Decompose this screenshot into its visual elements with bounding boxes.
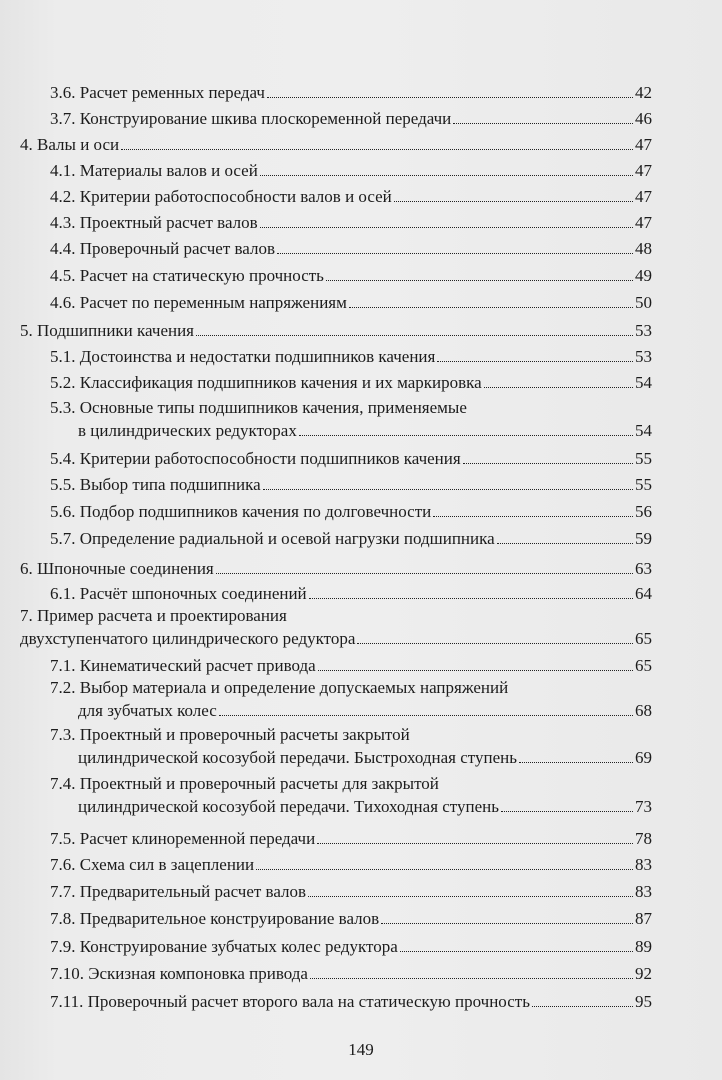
toc-entry-title: 7.9. Конструирование зубчатых колес редуктора xyxy=(50,937,398,956)
dot-leader xyxy=(357,643,633,644)
toc-entry[interactable] xyxy=(78,420,652,441)
toc-entry-title: 5.7. Определение радиальной и осевой нагрузки подшипника xyxy=(50,529,495,548)
toc-entry-page: 59 xyxy=(635,529,652,548)
dot-leader xyxy=(501,811,633,812)
toc-entry-title: 7.10. Эскизная компоновка привода xyxy=(50,964,308,983)
toc-entry-page: 83 xyxy=(635,855,652,874)
dot-leader xyxy=(349,307,633,308)
toc-entry-title: 7.6. Схема сил в зацеплении xyxy=(50,855,255,874)
toc-entry-title: 4.1. Материалы валов и осей xyxy=(50,161,258,180)
toc-entry-title: 3.7. Конструирование шкива плоскоременной передачи xyxy=(50,109,452,128)
toc-entry-title: 7.8. Предварительное конструирование валов xyxy=(50,909,380,928)
toc-entry-title: для зубчатых колес xyxy=(78,701,217,720)
toc-entry-title: цилиндрической косозубой передачи. Быстроходная ступень xyxy=(78,748,517,767)
toc-entry[interactable] xyxy=(20,558,652,579)
toc-entry-page: 47 xyxy=(635,135,652,154)
dot-leader xyxy=(260,175,633,176)
toc-entry[interactable] xyxy=(50,186,652,207)
dot-leader xyxy=(519,762,633,763)
toc-entry-title: 5. Подшипники качения xyxy=(20,321,195,340)
toc-entry[interactable] xyxy=(50,346,652,367)
toc-entry-page: 73 xyxy=(635,797,652,816)
toc-entry[interactable] xyxy=(78,796,652,817)
toc-entry-title: 4.4. Проверочный расчет валов xyxy=(50,239,276,258)
toc-entry-page: 54 xyxy=(635,421,652,440)
toc-entry-page: 48 xyxy=(635,239,652,258)
toc-entry[interactable] xyxy=(78,700,652,721)
toc-entry[interactable] xyxy=(20,320,652,341)
toc-entry-page: 56 xyxy=(635,502,652,521)
toc-entry-page: 65 xyxy=(635,656,652,675)
toc-entry[interactable] xyxy=(50,936,652,957)
toc-entry-title: в цилиндрических редукторах xyxy=(78,421,297,440)
toc-entry-page: 95 xyxy=(635,992,652,1011)
toc-entry[interactable] xyxy=(50,292,652,313)
toc-entry-title: 4.3. Проектный расчет валов xyxy=(50,213,258,232)
toc-entry-page: 46 xyxy=(635,109,652,128)
toc-entry[interactable] xyxy=(50,908,652,929)
dot-leader xyxy=(309,598,633,599)
toc-entry[interactable] xyxy=(50,501,652,522)
toc-entry[interactable] xyxy=(78,747,652,768)
toc-entry-line: 7. Пример расчета и проектирования xyxy=(20,606,287,625)
dot-leader xyxy=(394,201,633,202)
toc-entry-title: 7.11. Проверочный расчет второго вала на статическую прочность xyxy=(50,992,530,1011)
dot-leader xyxy=(326,280,633,281)
dot-leader xyxy=(263,489,633,490)
toc-entry-title: 6. Шпоночные соединения xyxy=(20,559,214,578)
toc-entry-page: 83 xyxy=(635,882,652,901)
toc-entry-page: 78 xyxy=(635,829,652,848)
toc-entry[interactable] xyxy=(50,160,652,181)
dot-leader xyxy=(196,335,633,336)
toc-entry-page: 65 xyxy=(635,629,652,648)
toc-entry-page: 87 xyxy=(635,909,652,928)
dot-leader xyxy=(267,97,633,98)
dot-leader xyxy=(400,951,633,952)
toc-entry-title: 3.6. Расчет ременных передач xyxy=(50,83,265,102)
toc-entry-page: 54 xyxy=(635,373,652,392)
toc-entry[interactable] xyxy=(50,108,652,129)
dot-leader xyxy=(497,543,633,544)
toc-entry[interactable] xyxy=(50,265,652,286)
toc-entry-page: 53 xyxy=(635,321,652,340)
toc-entry-page: 92 xyxy=(635,964,652,983)
toc-entry-page: 49 xyxy=(635,266,652,285)
toc-entry-page: 89 xyxy=(635,937,652,956)
toc-entry-page: 55 xyxy=(635,475,652,494)
toc-entry-title: 4. Валы и оси xyxy=(20,135,120,154)
toc-entry-title: 4.5. Расчет на статическую прочность xyxy=(50,266,324,285)
toc-entry[interactable] xyxy=(50,82,652,103)
dot-leader xyxy=(484,387,633,388)
toc-entry-page: 69 xyxy=(635,748,652,767)
toc-entry-title: 5.6. Подбор подшипников качения по долговечности xyxy=(50,502,432,521)
dot-leader xyxy=(310,978,633,979)
dot-leader xyxy=(216,573,633,574)
toc-entry-page: 68 xyxy=(635,701,652,720)
toc-entry-page: 53 xyxy=(635,347,652,366)
toc-entry-line: 7.2. Выбор материала и определение допускаемых напряжений xyxy=(50,678,509,697)
toc-entry-title: 5.5. Выбор типа подшипника xyxy=(50,475,261,494)
toc-entry[interactable] xyxy=(50,881,652,902)
toc-entry-page: 50 xyxy=(635,293,652,312)
toc-entry[interactable] xyxy=(20,628,652,649)
toc-entry-line: 7.4. Проектный и проверочный расчеты для закрытой xyxy=(50,774,439,793)
dot-leader xyxy=(453,123,633,124)
toc-entry-page: 47 xyxy=(635,161,652,180)
toc-entry-line: 7.3. Проектный и проверочный расчеты закрытой xyxy=(50,725,410,744)
dot-leader xyxy=(317,843,633,844)
dot-leader xyxy=(256,869,633,870)
dot-leader xyxy=(308,896,633,897)
toc-entry-page: 64 xyxy=(635,584,652,603)
toc-entry[interactable] xyxy=(50,991,652,1012)
dot-leader xyxy=(260,227,633,228)
toc-entry-title: 7.1. Кинематический расчет привода xyxy=(50,656,316,675)
toc-entry-title: 4.6. Расчет по переменным напряжениям xyxy=(50,293,347,312)
toc-entry[interactable] xyxy=(50,448,652,469)
toc-entry[interactable] xyxy=(50,474,652,495)
page-number: 149 xyxy=(348,1040,374,1059)
dot-leader xyxy=(121,149,633,150)
toc-entry-line: 5.3. Основные типы подшипников качения, применяемые xyxy=(50,398,467,417)
dot-leader xyxy=(532,1006,633,1007)
toc-entry-page: 47 xyxy=(635,213,652,232)
toc-entry[interactable] xyxy=(50,238,652,259)
dot-leader xyxy=(381,923,633,924)
toc-entry[interactable] xyxy=(50,963,652,984)
toc-entry-page: 55 xyxy=(635,449,652,468)
toc-entry-title: 5.2. Классификация подшипников качения и их маркировка xyxy=(50,373,482,392)
dot-leader xyxy=(318,670,633,671)
toc-entry-title: 7.7. Предварительный расчет валов xyxy=(50,882,307,901)
dot-leader xyxy=(277,253,633,254)
toc-entry-title: 5.1. Достоинства и недостатки подшипников качения xyxy=(50,347,436,366)
toc-entry-title: 6.1. Расчёт шпоночных соединений xyxy=(50,584,307,603)
toc-entry[interactable] xyxy=(50,655,652,676)
toc-entry[interactable] xyxy=(50,212,652,233)
toc-entry[interactable] xyxy=(50,583,652,604)
toc-entry[interactable] xyxy=(50,528,652,549)
toc-entry[interactable] xyxy=(20,134,652,155)
dot-leader xyxy=(219,715,633,716)
dot-leader xyxy=(463,463,633,464)
dot-leader xyxy=(437,361,633,362)
toc-entry-title: 4.2. Критерии работоспособности валов и осей xyxy=(50,187,392,206)
toc-entry-title: цилиндрической косозубой передачи. Тихоходная ступень xyxy=(78,797,500,816)
toc-entry[interactable] xyxy=(50,828,652,849)
toc-entry-title: двухступенчатого цилиндрического редуктора xyxy=(20,629,356,648)
toc-entry-page: 42 xyxy=(635,83,652,102)
toc-entry-title: 7.5. Расчет клиноременной передачи xyxy=(50,829,316,848)
toc-entry[interactable] xyxy=(50,854,652,875)
toc-entry-page: 63 xyxy=(635,559,652,578)
dot-leader xyxy=(433,516,633,517)
toc-entry[interactable] xyxy=(50,372,652,393)
toc-entry-title: 5.4. Критерии работоспособности подшипников качения xyxy=(50,449,461,468)
toc-entry-page: 47 xyxy=(635,187,652,206)
dot-leader xyxy=(299,435,633,436)
